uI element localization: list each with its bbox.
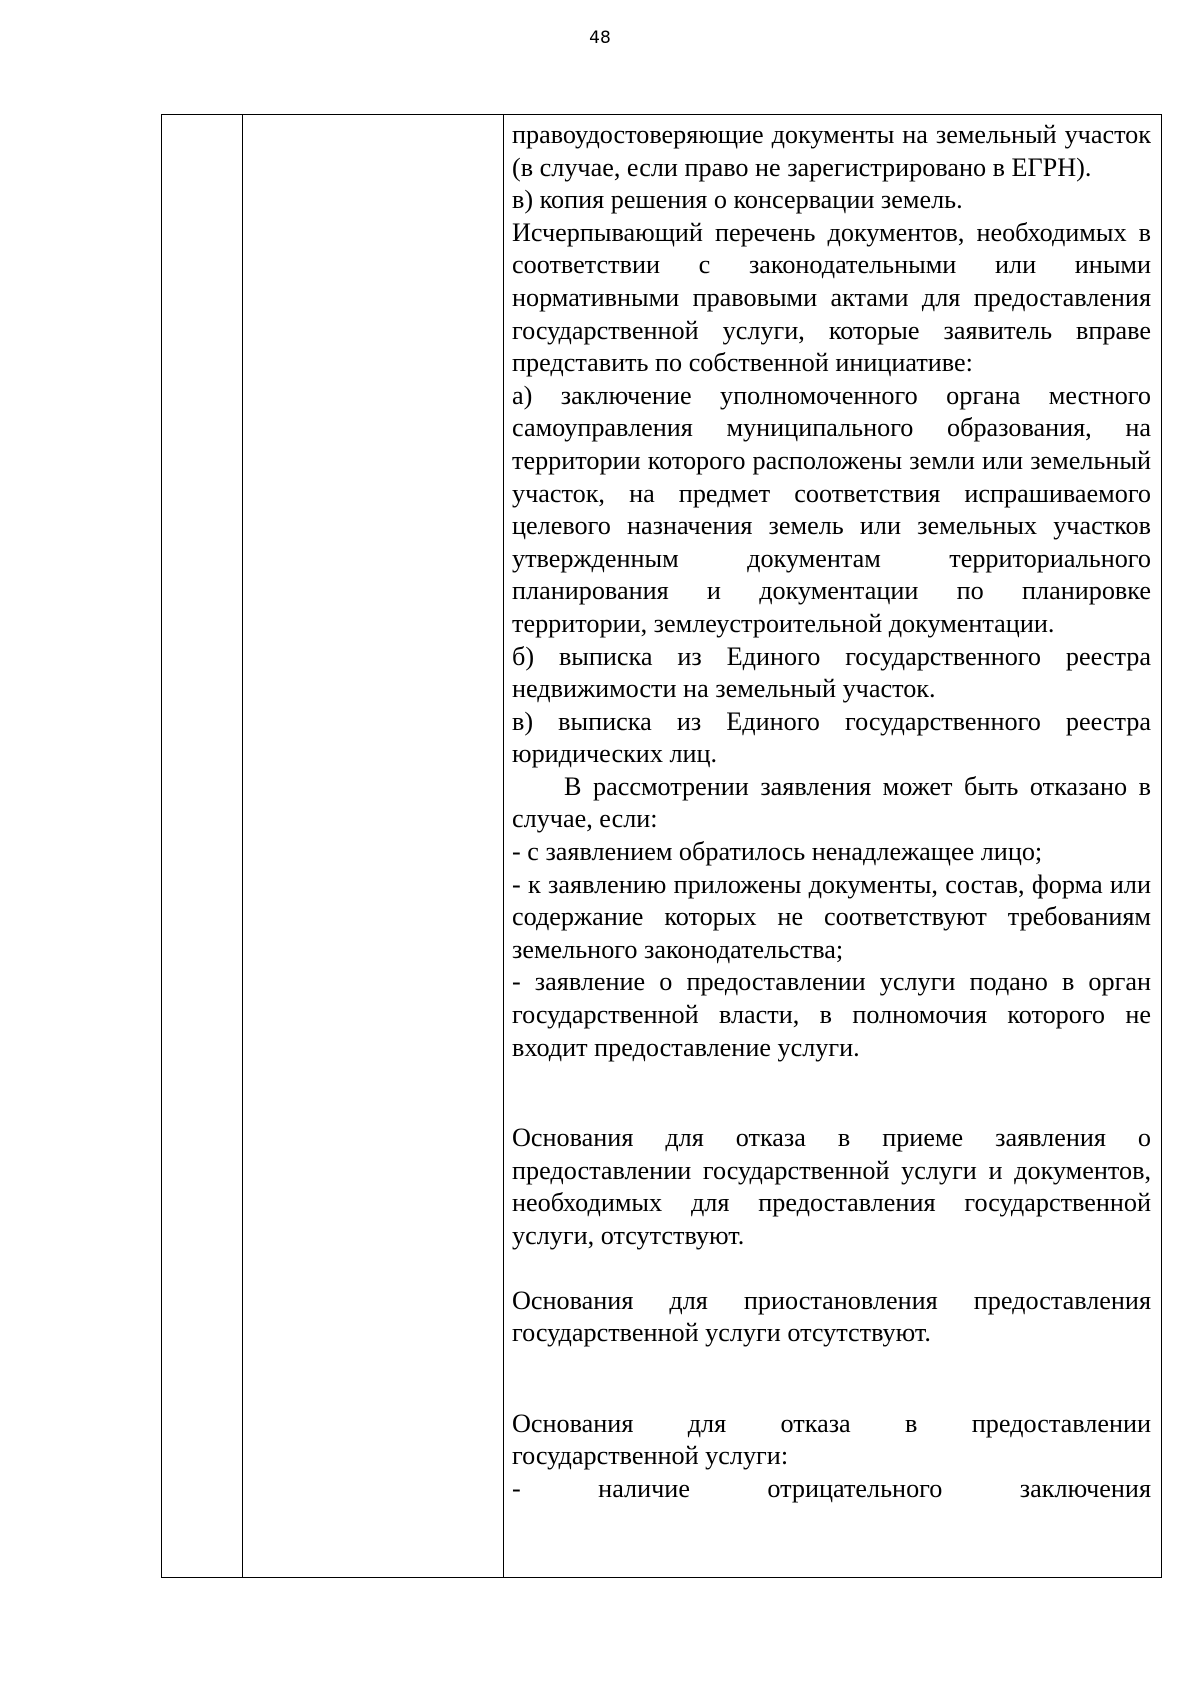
paragraph: В рассмотрении заявления может быть отказано в случае, если: (512, 771, 1151, 834)
table-cell-content (512, 119, 1151, 1506)
paragraph: Основания для приостановления предоставления государственной услуги отсутствуют. (512, 1285, 1151, 1348)
table-cell-name (243, 115, 502, 1577)
paragraph: Основания для отказа в приеме заявления о предоставлении государственной услуги и документов, необходимых для предоставления государственной услуги, отсутствуют. (512, 1123, 1151, 1250)
paragraph: - с заявлением обратилось ненадлежащее лицо; (512, 837, 1043, 867)
paragraph: Исчерпывающий перечень документов, необходимых в соответствии с законодательными или иными нормативными правовыми актами для предоставления государственной услуги, которые заявитель вправе представить по собственной инициативе: (512, 217, 1151, 378)
paragraph: в) копия решения о консервации земель. (512, 185, 963, 215)
page-number: 48 (589, 28, 611, 48)
paragraph: - к заявлению приложены документы, состав, форма или содержание которых не соответствуют требованиям земельного законодательства; (512, 869, 1151, 964)
paragraph: а) заключение уполномоченного органа местного самоуправления муниципального образования, на территории которого расположены земли или земельный участок, на предмет соответствия испрашиваемого целевого назначения земель или земельных участков утвержденным документам территориального планирования и документации по планировке территории, землеустроительной документации. (512, 380, 1151, 638)
document-table (161, 114, 1162, 1578)
paragraph: - наличие отрицательного заключения (512, 1473, 1151, 1503)
paragraph: - заявление о предоставлении услуги подано в орган государственной власти, в полномочия которого не входит предоставление услуги. (512, 967, 1151, 1062)
paragraph: в) выписка из Единого государственного реестра юридических лиц. (512, 706, 1151, 769)
paragraph: б) выписка из Единого государственного реестра недвижимости на земельный участок. (512, 641, 1151, 704)
paragraph: правоудостоверяющие документы на земельный участок (в случае, если право не зарегистрировано в ЕГРН). (512, 120, 1151, 182)
paragraph: Основания для отказа в предоставлении государственной услуги: (512, 1408, 1151, 1471)
table-cell-number (162, 115, 242, 1577)
column-divider (503, 115, 504, 1577)
